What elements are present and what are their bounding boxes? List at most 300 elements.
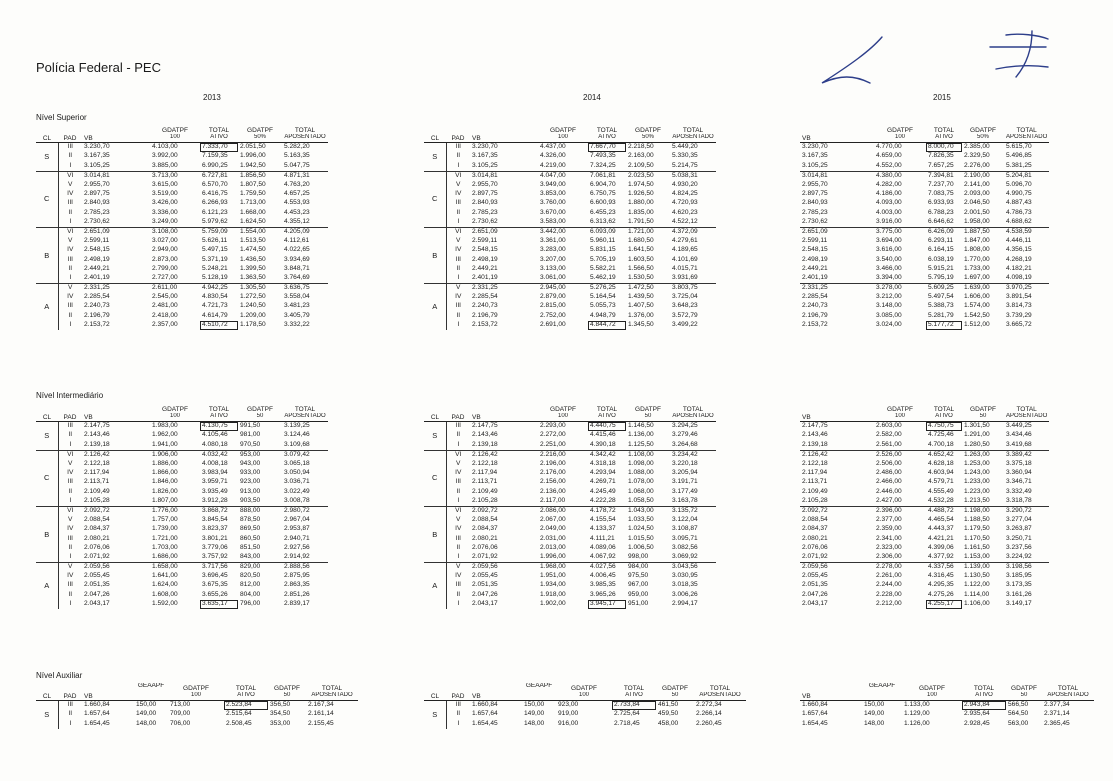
gdatpf-50-cell: 2.001,50 bbox=[964, 208, 990, 216]
header-gdatpf-50: GDATPF bbox=[247, 126, 273, 134]
gdatpf-cell: 2.873,00 bbox=[152, 255, 178, 263]
total-aposentado-cell: 3.360,94 bbox=[1006, 469, 1032, 477]
gdatpf-50-cell: 1.301,50 bbox=[964, 422, 990, 430]
class-cell: A bbox=[36, 283, 58, 329]
total-aposentado-cell: 3.173,35 bbox=[1006, 581, 1032, 589]
header-aposentado: APOSENTADO bbox=[282, 134, 328, 143]
header-ativo: ATIVO bbox=[926, 413, 962, 422]
vb-cell: 2.109,49 bbox=[84, 487, 110, 495]
pad-cell: V bbox=[456, 181, 461, 189]
total-aposentado-cell: 4.930,20 bbox=[672, 181, 698, 189]
table-row bbox=[800, 600, 1049, 609]
total-aposentado-cell: 3.648,23 bbox=[672, 302, 698, 310]
pad-cell: I bbox=[69, 273, 72, 281]
total-ativo-cell: 5.055,73 bbox=[590, 302, 616, 310]
header-gdatpf-50: GDATPF bbox=[1011, 684, 1037, 692]
gdatpf-cell: 3.361,00 bbox=[540, 237, 566, 245]
total-ativo-cell: 6.093,09 bbox=[588, 227, 626, 237]
gdatpf-cell: 2.228,00 bbox=[876, 590, 902, 598]
gdatpf-50-cell: 1.887,50 bbox=[962, 227, 1004, 237]
header-total: TOTAL bbox=[208, 405, 230, 413]
gdatpf-cell: 2.945,00 bbox=[538, 283, 588, 293]
gdatpf-cell: 1.951,00 bbox=[540, 572, 566, 580]
total-ativo-cell: 4.614,79 bbox=[202, 311, 228, 319]
gdatpf-cell: 2.049,00 bbox=[540, 525, 566, 533]
pad-cell: VI bbox=[58, 450, 82, 460]
total-aposentado-cell: 4.786,73 bbox=[1006, 208, 1032, 216]
total-aposentado-cell: 4.205,09 bbox=[282, 227, 328, 237]
table-row bbox=[36, 422, 328, 432]
vb-cell: 2.080,21 bbox=[472, 534, 498, 542]
table-row bbox=[36, 431, 328, 440]
total-ativo-cell: 6.038,19 bbox=[928, 255, 954, 263]
table-row bbox=[36, 152, 328, 161]
vb-cell: 1.657,64 bbox=[802, 710, 828, 718]
total-aposentado-cell: 3.294,25 bbox=[672, 422, 698, 430]
gdatpf-50-cell: 1.641,50 bbox=[628, 246, 654, 254]
total-aposentado-cell: 3.891,54 bbox=[1006, 293, 1032, 301]
vb-cell: 2.139,18 bbox=[802, 440, 828, 448]
vb-cell: 2.730,62 bbox=[802, 217, 828, 225]
total-aposentado-cell: 3.970,25 bbox=[1004, 283, 1049, 293]
table-intermediario-2015 bbox=[800, 404, 1049, 609]
table-row bbox=[800, 534, 1049, 543]
table-row bbox=[424, 431, 716, 440]
table-row bbox=[36, 274, 328, 284]
gdatpf-50-cell: 1.188,50 bbox=[964, 516, 990, 524]
gdatpf-50-cell: 967,00 bbox=[628, 581, 649, 589]
header-cl: CL bbox=[36, 125, 58, 143]
gdatpf-50-cell: 796,00 bbox=[240, 599, 261, 607]
class-cell: B bbox=[424, 227, 446, 283]
gdatpf-50-cell: 1.006,50 bbox=[628, 543, 654, 551]
gdatpf-50-cell: 951,00 bbox=[628, 599, 649, 607]
header-gdatpf: GDATPF bbox=[919, 684, 945, 692]
total-ativo-cell: 4.421,21 bbox=[928, 534, 954, 542]
vb-cell: 2.051,35 bbox=[84, 581, 110, 589]
total-aposentado-cell: 3.277,04 bbox=[1006, 516, 1032, 524]
pad-cell: III bbox=[67, 199, 73, 207]
gdatpf-50-cell: 1.243,00 bbox=[964, 469, 990, 477]
table-row bbox=[36, 710, 358, 719]
vb-cell: 2.599,11 bbox=[802, 237, 828, 245]
total-ativo-cell: 5.582,21 bbox=[590, 264, 616, 272]
gdatpf-cell: 3.519,00 bbox=[152, 190, 178, 198]
table-row bbox=[800, 246, 1049, 255]
pad-cell: II bbox=[68, 431, 73, 439]
gdatpf-cell: 1.126,00 bbox=[904, 719, 930, 727]
total-aposentado-cell: 3.095,71 bbox=[672, 534, 698, 542]
gdatpf-cell: 3.133,00 bbox=[540, 264, 566, 272]
total-ativo-cell: 4.555,49 bbox=[928, 487, 954, 495]
header-vb: VB bbox=[800, 683, 862, 701]
vb-cell: 2.285,54 bbox=[472, 293, 498, 301]
total-ativo-cell: 3.823,37 bbox=[202, 525, 228, 533]
header-total: TOTAL bbox=[235, 684, 257, 692]
vb-cell: 1.657,64 bbox=[84, 710, 110, 718]
header-50: 50 bbox=[626, 413, 670, 422]
vb-cell: 2.080,21 bbox=[802, 534, 828, 542]
vb-cell: 2.084,37 bbox=[84, 525, 110, 533]
total-aposentado-cell: 2.167,34 bbox=[308, 701, 334, 709]
total-ativo-cell: 6.416,75 bbox=[202, 190, 228, 198]
total-ativo-cell: 6.600,93 bbox=[590, 199, 616, 207]
gdatpf-cell: 2.427,00 bbox=[876, 496, 902, 504]
vb-cell: 2.840,93 bbox=[472, 199, 498, 207]
total-ativo-cell: 5.609,25 bbox=[926, 283, 962, 293]
vb-cell: 2.730,62 bbox=[84, 217, 110, 225]
vb-cell: 2.084,37 bbox=[472, 525, 498, 533]
vb-cell: 2.059,56 bbox=[82, 562, 150, 572]
header-aposentado: APOSENTADO bbox=[1004, 413, 1049, 422]
vb-cell: 2.153,72 bbox=[472, 320, 498, 328]
pad-cell: IV bbox=[455, 525, 462, 533]
gdatpf-cell: 2.216,00 bbox=[538, 450, 588, 460]
total-ativo-cell: 5.388,73 bbox=[928, 302, 954, 310]
table-row bbox=[424, 264, 716, 273]
gdatpf-50-cell: 984,00 bbox=[626, 562, 670, 572]
table-row bbox=[36, 469, 328, 478]
gdatpf-50-cell: 1.130,50 bbox=[964, 572, 990, 580]
pad-cell: I bbox=[457, 217, 460, 225]
total-ativo-cell: 4.295,35 bbox=[928, 581, 954, 589]
total-ativo-cell: 3.868,72 bbox=[200, 506, 238, 516]
table-row bbox=[424, 719, 746, 728]
gdatpf-cell: 1.658,00 bbox=[150, 562, 200, 572]
gdatpf-cell: 3.694,00 bbox=[876, 237, 902, 245]
table-row bbox=[800, 171, 1049, 181]
total-aposentado-cell: 4.355,12 bbox=[284, 217, 310, 225]
total-ativo-cell: 7.493,35 bbox=[590, 152, 616, 160]
pad-cell: IV bbox=[455, 246, 462, 254]
total-ativo-cell: 6.727,81 bbox=[200, 171, 238, 181]
total-ativo-cell: 3.945,17 bbox=[588, 600, 626, 609]
total-aposentado-cell: 3.572,79 bbox=[672, 311, 698, 319]
gdatpf-50-cell: 1.305,50 bbox=[238, 283, 282, 293]
total-aposentado-cell: 5.381,25 bbox=[1006, 161, 1032, 169]
total-aposentado-cell: 3.934,69 bbox=[284, 255, 310, 263]
table-row bbox=[36, 600, 328, 609]
header-50: 50 bbox=[656, 692, 694, 701]
gdatpf-50-cell: 1.835,00 bbox=[628, 208, 654, 216]
pad-cell: IV bbox=[67, 246, 74, 254]
table-row bbox=[424, 600, 716, 609]
header-50: 50% bbox=[626, 134, 670, 143]
total-aposentado-cell: 2.851,26 bbox=[284, 590, 310, 598]
total-aposentado-cell: 3.018,35 bbox=[672, 581, 698, 589]
table-row bbox=[424, 534, 716, 543]
vb-cell: 2.047,26 bbox=[472, 590, 498, 598]
total-aposentado-cell: 4.763,20 bbox=[284, 181, 310, 189]
vb-cell: 2.840,93 bbox=[802, 199, 828, 207]
total-aposentado-cell: 4.022,65 bbox=[284, 246, 310, 254]
header-gdatpf-100: 100 bbox=[874, 413, 926, 422]
header-total-aposentado: TOTAL bbox=[682, 405, 704, 413]
total-ativo-cell: 3.965,26 bbox=[590, 590, 616, 598]
gdatpf-50-cell: 843,00 bbox=[240, 552, 261, 560]
gdatpf-cell: 1.624,00 bbox=[152, 581, 178, 589]
table-row bbox=[36, 181, 328, 190]
table-row bbox=[36, 143, 328, 153]
gdatpf-cell: 2.341,00 bbox=[876, 534, 902, 542]
gdatpf-cell: 1.757,00 bbox=[152, 516, 178, 524]
table-row bbox=[424, 460, 716, 469]
header-gdatpf: GDATPF bbox=[183, 684, 209, 692]
vb-cell: 2.126,42 bbox=[82, 450, 150, 460]
header-gdatpf-100: 100 bbox=[168, 692, 224, 701]
header-ativo: ATIVO bbox=[926, 134, 962, 143]
table-row bbox=[36, 572, 328, 581]
vb-cell: 2.071,92 bbox=[472, 552, 498, 560]
header-gdatpf-100: 100 bbox=[538, 413, 588, 422]
vb-cell: 2.092,72 bbox=[800, 506, 874, 516]
section-title-superior: Nível Superior bbox=[36, 113, 87, 122]
pad-cell: II bbox=[456, 710, 461, 718]
class-cell: S bbox=[36, 422, 58, 451]
vb-cell: 2.126,42 bbox=[800, 450, 874, 460]
pad-cell: IV bbox=[455, 469, 462, 477]
pad-cell: II bbox=[456, 431, 461, 439]
gdatpf-50-cell: 1.436,50 bbox=[240, 255, 266, 263]
gdatpf-50-cell: 888,00 bbox=[238, 506, 282, 516]
class-cell: B bbox=[424, 506, 446, 562]
table-row bbox=[800, 710, 1094, 719]
total-ativo-cell: 6.990,25 bbox=[202, 161, 228, 169]
gdatpf-50-cell: 459,50 bbox=[658, 710, 679, 718]
gdatpf-cell: 1.846,00 bbox=[152, 478, 178, 486]
gdatpf-cell: 2.176,00 bbox=[540, 469, 566, 477]
vb-cell: 2.331,25 bbox=[82, 283, 150, 293]
table-row bbox=[36, 525, 328, 534]
header-cl: CL bbox=[36, 404, 58, 422]
total-ativo-cell: 3.717,56 bbox=[200, 562, 238, 572]
vb-cell: 2.897,75 bbox=[802, 190, 828, 198]
gdatpf-cell: 3.540,00 bbox=[876, 255, 902, 263]
total-ativo-cell: 4.318,18 bbox=[590, 460, 616, 468]
total-ativo-cell: 7.237,70 bbox=[928, 181, 954, 189]
total-ativo-cell: 6.933,93 bbox=[928, 199, 954, 207]
header-ativo: ATIVO bbox=[200, 413, 238, 422]
table-row bbox=[36, 264, 328, 273]
gdatpf-cell: 706,00 bbox=[170, 719, 191, 727]
table-row bbox=[424, 450, 716, 460]
total-aposentado-cell: 4.098,19 bbox=[1006, 273, 1032, 281]
pad-cell: I bbox=[69, 440, 72, 448]
gdatpf-50-cell: 2.109,50 bbox=[628, 161, 654, 169]
gdatpf-50-cell: 2.046,50 bbox=[964, 199, 990, 207]
vb-cell: 3.167,35 bbox=[472, 152, 498, 160]
total-aposentado-cell: 3.290,72 bbox=[1004, 506, 1049, 516]
pad-cell: III bbox=[67, 701, 73, 709]
header-total-aposentado: TOTAL bbox=[1016, 126, 1037, 134]
total-ativo-cell: 5.626,11 bbox=[202, 237, 228, 245]
total-ativo-cell: 2.725,64 bbox=[614, 710, 640, 718]
total-ativo-cell: 3.757,92 bbox=[202, 552, 228, 560]
table-row bbox=[800, 719, 1094, 728]
vb-cell: 3.230,70 bbox=[472, 143, 498, 151]
table-row bbox=[424, 422, 716, 432]
vb-cell: 1.654,45 bbox=[84, 719, 110, 727]
header-gdatpf-100: 100 bbox=[902, 692, 962, 701]
pad-cell: II bbox=[456, 208, 461, 216]
total-aposentado-cell: 2.260,45 bbox=[696, 719, 722, 727]
total-aposentado-cell: 4.453,23 bbox=[284, 208, 310, 216]
header-gdatpf: GDATPF bbox=[162, 405, 188, 413]
header-ativo: ATIVO bbox=[200, 134, 238, 143]
header-aposentado: APOSENTADO bbox=[670, 413, 716, 422]
pad-cell: V bbox=[68, 181, 73, 189]
total-aposentado-cell: 5.330,35 bbox=[672, 152, 698, 160]
gdatpf-50-cell: 1.280,50 bbox=[964, 440, 990, 448]
gdatpf-cell: 3.670,00 bbox=[540, 208, 566, 216]
header-50: 50 bbox=[238, 413, 282, 422]
vb-cell: 2.043,17 bbox=[84, 599, 110, 607]
table-row bbox=[424, 161, 716, 171]
header-vb: VB bbox=[800, 404, 874, 422]
gdatpf-cell: 3.024,00 bbox=[876, 320, 902, 328]
gdatpf-cell: 2.357,00 bbox=[152, 320, 178, 328]
gdatpf-50-cell: 2.190,00 bbox=[962, 171, 1004, 181]
pad-cell: VI bbox=[58, 171, 82, 181]
gdatpf-50-cell: 1.407,50 bbox=[628, 302, 654, 310]
vb-cell: 2.147,75 bbox=[84, 422, 110, 430]
vb-cell: 2.122,18 bbox=[472, 460, 498, 468]
class-cell: S bbox=[36, 701, 58, 729]
pad-cell: I bbox=[69, 719, 72, 727]
total-ativo-cell: 2.733,84 bbox=[612, 701, 656, 711]
gdatpf-50-cell: 2.218,50 bbox=[628, 143, 654, 151]
gdatpf-50-cell: 1.847,00 bbox=[964, 237, 990, 245]
table-row bbox=[36, 719, 358, 728]
header-gdatpf: GDATPF bbox=[550, 405, 576, 413]
gdatpf-50-cell: 356,50 bbox=[270, 701, 291, 709]
geapf-cell: 149,00 bbox=[524, 710, 545, 718]
gdatpf-50-cell: 1.399,50 bbox=[240, 264, 266, 272]
gdatpf-50-cell: 860,50 bbox=[240, 534, 261, 542]
vb-cell: 2.088,54 bbox=[802, 516, 828, 524]
gdatpf-cell: 1.776,00 bbox=[150, 506, 200, 516]
gdatpf-50-cell: 1.146,50 bbox=[628, 422, 654, 430]
total-aposentado-cell: 3.082,56 bbox=[672, 543, 698, 551]
year-label-2013: 2013 bbox=[203, 93, 221, 102]
table-row bbox=[424, 525, 716, 534]
gdatpf-cell: 2.691,00 bbox=[540, 320, 566, 328]
section-title-auxiliar: Nível Auxiliar bbox=[36, 671, 83, 680]
table-row bbox=[36, 311, 328, 320]
table-row bbox=[424, 227, 716, 237]
gdatpf-cell: 919,00 bbox=[558, 710, 579, 718]
total-aposentado-cell: 3.725,04 bbox=[672, 293, 698, 301]
gdatpf-50-cell: 1.098,00 bbox=[628, 460, 654, 468]
vb-cell: 2.955,70 bbox=[84, 181, 110, 189]
total-ativo-cell: 4.721,73 bbox=[202, 302, 228, 310]
gdatpf-cell: 3.278,00 bbox=[874, 283, 926, 293]
total-ativo-cell: 5.497,15 bbox=[202, 246, 228, 254]
pad-cell: I bbox=[457, 719, 460, 727]
table-row bbox=[36, 161, 328, 171]
table-row bbox=[800, 543, 1049, 552]
total-ativo-cell: 6.750,75 bbox=[590, 190, 616, 198]
geapf-cell: 150,00 bbox=[864, 701, 885, 709]
gdatpf-50-cell: 1.807,50 bbox=[240, 181, 266, 189]
gdatpf-cell: 2.879,00 bbox=[540, 293, 566, 301]
gdatpf-cell: 3.394,00 bbox=[876, 273, 902, 281]
total-ativo-cell: 4.080,18 bbox=[202, 440, 228, 448]
table-row bbox=[36, 581, 328, 590]
pad-cell: II bbox=[456, 590, 461, 598]
vb-cell: 2.088,54 bbox=[472, 516, 498, 524]
total-ativo-cell: 4.942,25 bbox=[200, 283, 238, 293]
gdatpf-50-cell: 1.880,00 bbox=[628, 199, 654, 207]
vb-cell: 2.076,06 bbox=[84, 543, 110, 551]
class-cell: B bbox=[36, 506, 58, 562]
gdatpf-50-cell: 1.942,50 bbox=[240, 161, 266, 169]
gdatpf-cell: 4.380,00 bbox=[874, 171, 926, 181]
vb-cell: 2.147,75 bbox=[802, 422, 828, 430]
gdatpf-cell: 3.853,00 bbox=[540, 190, 566, 198]
total-ativo-cell: 4.293,94 bbox=[590, 469, 616, 477]
vb-cell: 2.071,92 bbox=[802, 552, 828, 560]
total-aposentado-cell: 3.558,04 bbox=[284, 293, 310, 301]
gdatpf-cell: 3.760,00 bbox=[540, 199, 566, 207]
header-geapf: GEAAPF bbox=[862, 683, 902, 701]
pad-cell: II bbox=[456, 543, 461, 551]
total-aposentado-cell: 5.096,70 bbox=[1006, 181, 1032, 189]
header-total: TOTAL bbox=[596, 405, 618, 413]
gdatpf-50-cell: 1.574,00 bbox=[964, 302, 990, 310]
gdatpf-cell: 2.582,00 bbox=[876, 431, 902, 439]
total-aposentado-cell: 3.332,22 bbox=[284, 320, 310, 328]
header-gdatpf: GDATPF bbox=[887, 405, 913, 413]
pad-cell: II bbox=[456, 487, 461, 495]
vb-cell: 2.143,46 bbox=[84, 431, 110, 439]
class-cell: C bbox=[36, 171, 58, 227]
header-pad: PAD bbox=[58, 125, 82, 143]
gdatpf-50-cell: 1.376,00 bbox=[628, 311, 654, 319]
vb-cell: 2.196,79 bbox=[472, 311, 498, 319]
total-aposentado-cell: 5.214,75 bbox=[672, 161, 698, 169]
vb-cell: 2.092,72 bbox=[82, 506, 150, 516]
total-aposentado-cell: 4.887,43 bbox=[1006, 199, 1032, 207]
pad-cell: III bbox=[455, 143, 461, 151]
total-ativo-cell: 4.700,18 bbox=[928, 440, 954, 448]
vb-cell: 2.109,49 bbox=[472, 487, 498, 495]
class-cell: S bbox=[424, 422, 446, 451]
vb-cell: 2.059,56 bbox=[800, 562, 874, 572]
gdatpf-cell: 3.207,00 bbox=[540, 255, 566, 263]
total-aposentado-cell: 4.268,19 bbox=[1006, 255, 1032, 263]
total-aposentado-cell: 3.043,56 bbox=[670, 562, 716, 572]
total-ativo-cell: 6.164,15 bbox=[928, 246, 954, 254]
gdatpf-cell: 3.885,00 bbox=[152, 161, 178, 169]
gdatpf-cell: 2.196,00 bbox=[540, 460, 566, 468]
total-aposentado-cell: 2.914,92 bbox=[284, 552, 310, 560]
gdatpf-50-cell: 1.770,00 bbox=[964, 255, 990, 263]
header-aposentado: APOSENTADO bbox=[670, 134, 716, 143]
vb-cell: 2.548,15 bbox=[84, 246, 110, 254]
pad-cell: IV bbox=[67, 572, 74, 580]
vb-cell: 2.955,70 bbox=[472, 181, 498, 189]
total-aposentado-cell: 4.182,21 bbox=[1006, 264, 1032, 272]
pad-cell: VI bbox=[446, 227, 470, 237]
total-ativo-cell: 4.440,75 bbox=[588, 422, 626, 432]
table-row bbox=[800, 525, 1049, 534]
total-ativo-cell: 7.667,70 bbox=[588, 143, 626, 153]
total-aposentado-cell: 2.272,34 bbox=[696, 701, 722, 709]
gdatpf-cell: 709,00 bbox=[170, 710, 191, 718]
total-aposentado-cell: 2.371,14 bbox=[1044, 710, 1070, 718]
gdatpf-cell: 4.103,00 bbox=[152, 143, 178, 151]
